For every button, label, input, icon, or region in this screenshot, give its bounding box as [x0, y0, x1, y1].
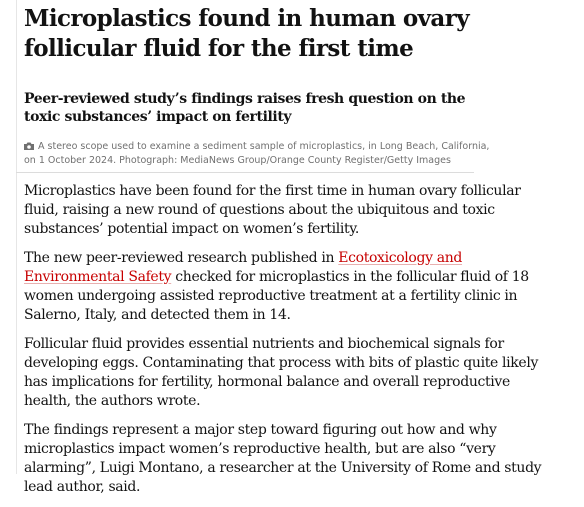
headline-line: follicular fluid for the first time	[24, 35, 414, 62]
caption-divider	[16, 172, 474, 173]
body-line: Salerno, Italy, and detected them in 14.	[24, 307, 291, 323]
body-line: fluid, raising a new round of questions about the ubiquitous and toxic	[24, 202, 495, 218]
body-line: health, the authors wrote.	[24, 393, 201, 409]
paragraph-1	[24, 182, 584, 239]
body-line: Follicular fluid provides essential nutrients and biochemical signals for	[24, 336, 504, 352]
headline-line: Microplastics found in human ovary	[24, 5, 469, 32]
caption-text: A stereo scope used to examine a sediment sample of microplastics, in Long Beach, California,	[38, 141, 490, 152]
article-standfirst	[24, 90, 544, 126]
standfirst-line: Peer-reviewed study’s findings raises fresh question on the	[24, 91, 466, 107]
paragraph-3	[24, 335, 584, 411]
body-line: developing eggs. Contaminating that process with bits of plastic quite likely	[24, 355, 539, 371]
caption-line-2: on 1 October 2024. Photograph: MediaNews Group/Orange County Register/Getty Images	[24, 155, 451, 166]
image-caption	[24, 140, 584, 168]
column-rule	[16, 0, 17, 474]
body-line: Microplastics have been found for the first time in human ovary follicular	[24, 183, 521, 199]
body-line: alarming”, Luigi Montano, a researcher at the University of Rome and study	[24, 460, 542, 476]
body-line: The findings represent a major step toward figuring out how and why	[24, 422, 497, 438]
caption-line-1	[24, 140, 584, 154]
standfirst-line: toxic substances’ impact on fertility	[24, 109, 292, 125]
paragraph-4	[24, 421, 584, 497]
body-line: microplastics impact women’s reproductive health, but are also “very	[24, 441, 496, 457]
body-line: substances’ potential impact on women’s fertility.	[24, 221, 360, 237]
body-line	[24, 249, 584, 268]
camera-icon	[24, 142, 34, 150]
body-line: has implications for fertility, hormonal balance and overall reproductive	[24, 374, 510, 390]
journal-link[interactable]: Environmental Safety	[24, 269, 172, 285]
body-text: checked for microplastics in the follicular fluid of 18	[171, 269, 529, 285]
body-line	[24, 268, 584, 287]
body-line: women undergoing assisted reproductive treatment at a fertility clinic in	[24, 288, 518, 304]
journal-link[interactable]: Ecotoxicology and	[338, 250, 463, 266]
body-line: lead author, said.	[24, 479, 141, 495]
body-text: The new peer-reviewed research published in	[24, 250, 339, 266]
paragraph-2	[24, 249, 584, 325]
article-body	[24, 182, 584, 507]
article-headline	[24, 4, 544, 64]
